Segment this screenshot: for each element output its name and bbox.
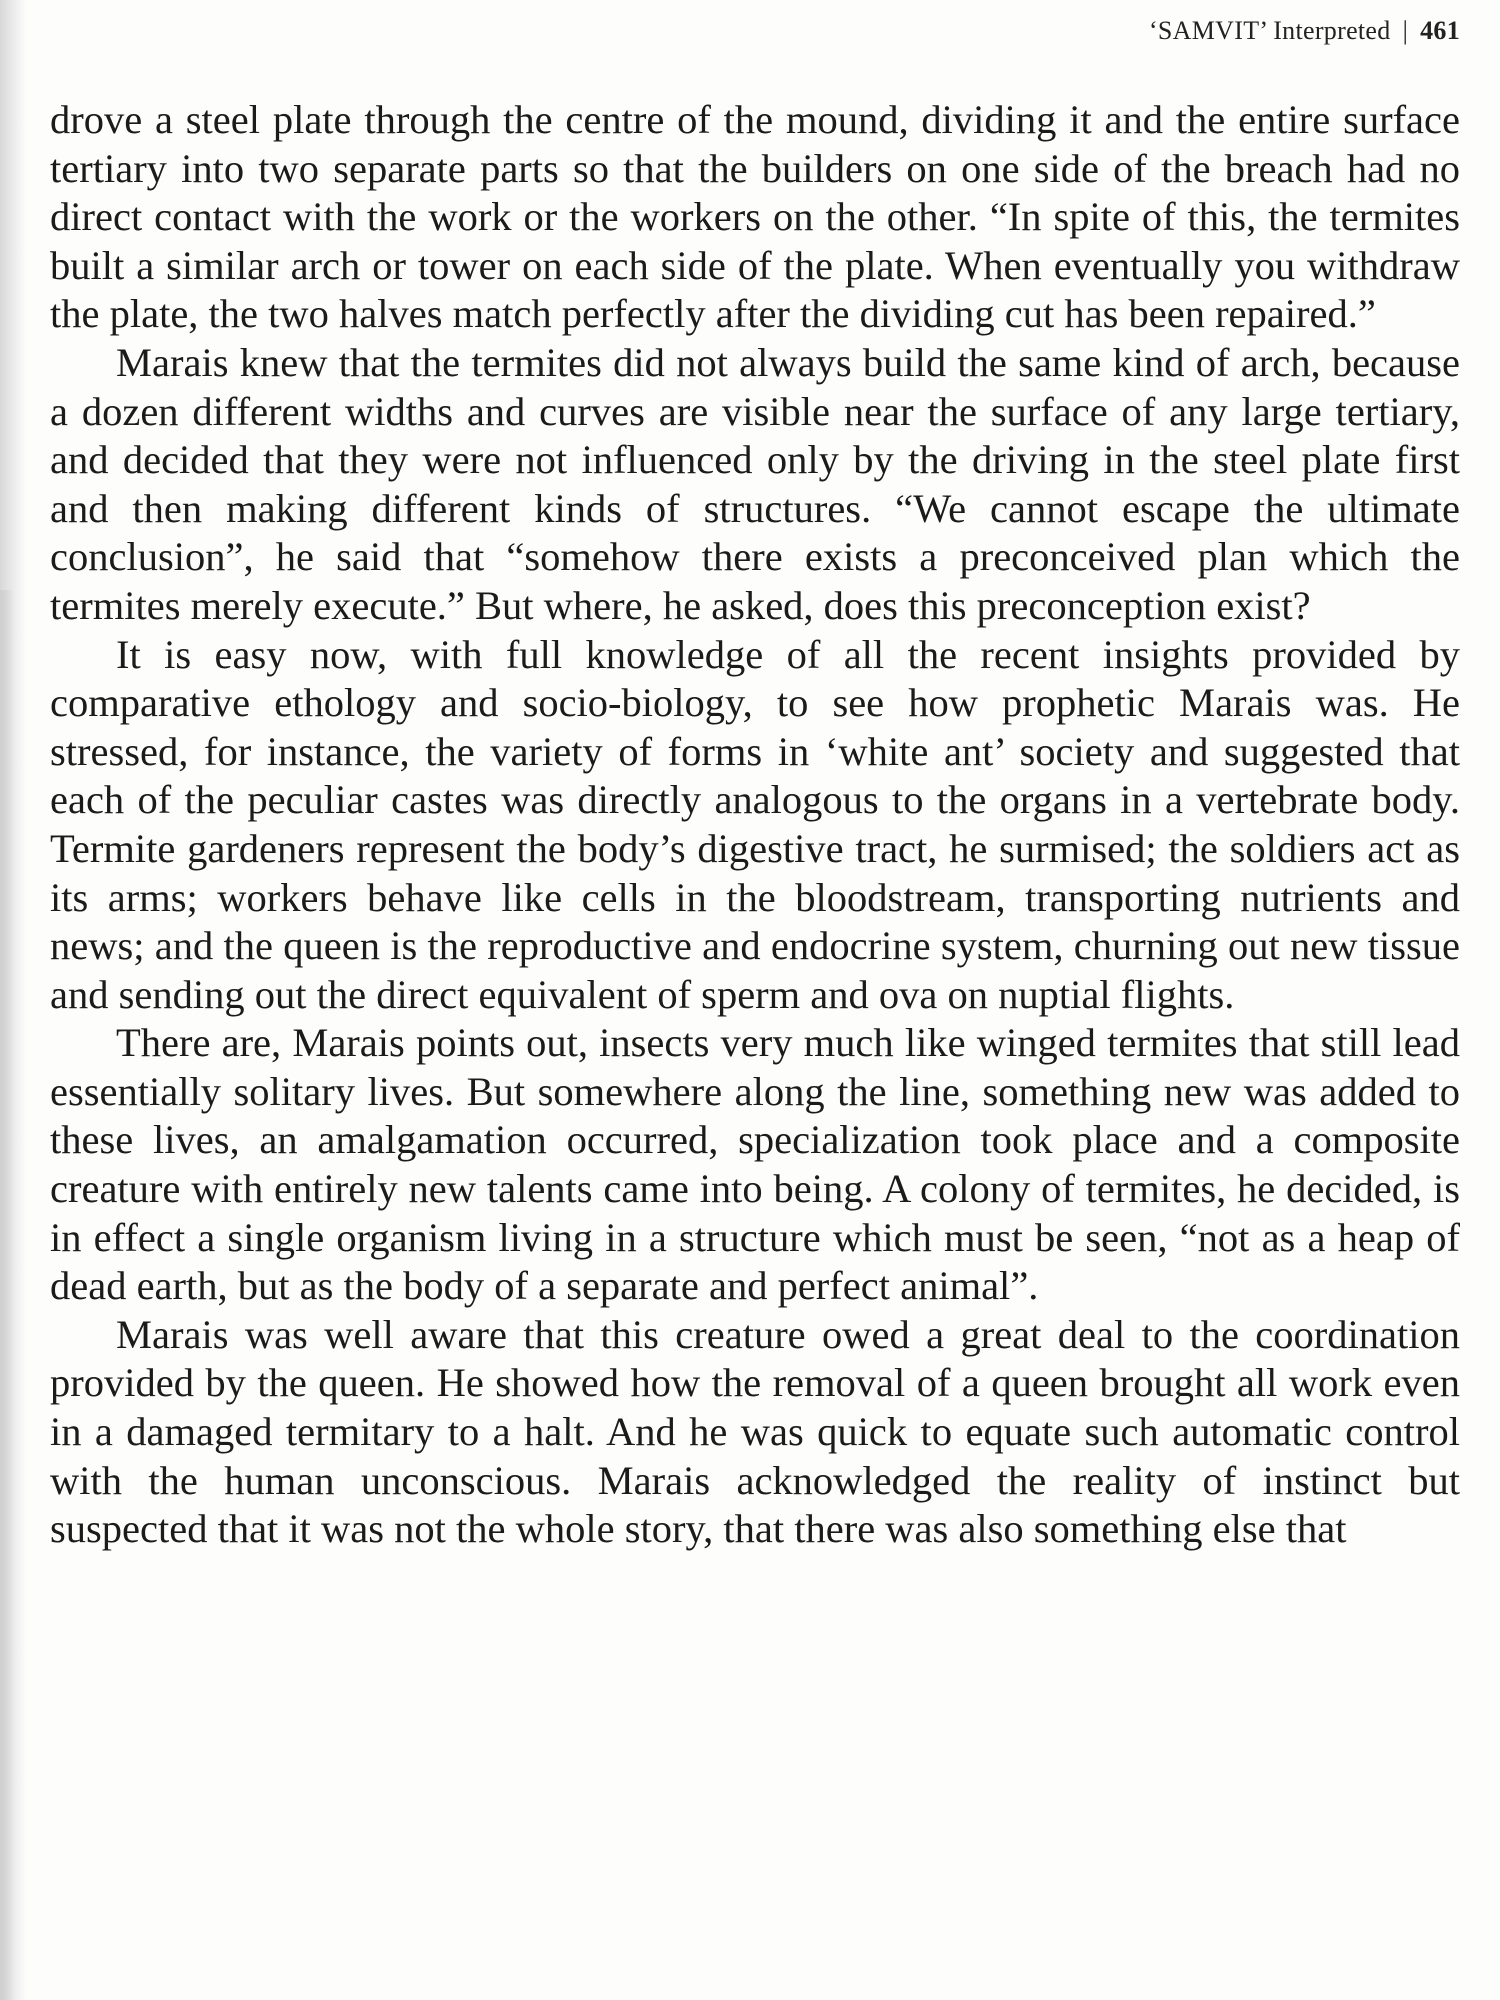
binding-shadow-lower <box>0 590 14 2000</box>
paragraph-continued: drove a steel plate through the centre of the mound, dividing it and the entire surface tertiary into two separate parts so that the builders on one side of the breach had no direct contact with the work or the workers on the other. “In spite of this, the termites built a similar arch or tower on each side of the plate. When eventually you withdraw the plate, the two halves match perfectly after the dividing cut has been repaired.” <box>50 97 1460 337</box>
running-head-separator: | <box>1402 16 1409 45</box>
paragraph: It is easy now, with full knowledge of all the recent insights provided by comparative ethology and socio-biology, to see how prophetic Marais was. He stressed, for instance, the variety of forms in ‘white ant’ society and suggested that each of the peculiar castes was directly analogous to the organs in a vertebrate body. Termite gardeners represent the body’s digestive tract, he surmised; the soldiers act as its arms; workers behave like cells in the bloodstream, transporting nutrients and news; and the queen is the reproductive and endocrine system, churning out new tissue and sending out the direct equivalent of sperm and ova on nuptial flights. <box>50 631 1460 1017</box>
running-head-title: ‘SAMVIT’ Interpreted <box>1148 16 1391 45</box>
page-number: 461 <box>1420 16 1460 45</box>
paragraph: Marais was well aware that this creature owed a great deal to the coordination provided by the queen. He showed how the removal of a queen brought all work even in a damaged termitary to a halt. And he was quick to equate such automatic control with the human unconscious. Marais acknowledged the reality of instinct but suspected that it was not the whole story, that there was also something else that <box>50 1311 1460 1552</box>
paragraph: There are, Marais points out, insects very much like winged termites that still lead essentially solitary lives. But somewhere along the line, something new was added to these lives, an amalgamation occurred, specialization took place and a composite creature with entirely new talents came into being. A colony of termites, he decided, is in effect a single organism living in a structure which must be seen, “not as a heap of dead earth, but as the body of a separate and perfect animal”. <box>50 1020 1460 1309</box>
body-text <box>50 96 1460 1554</box>
running-head <box>1149 16 1460 46</box>
paragraph: Marais knew that the termites did not always build the same kind of arch, because a dozen different widths and curves are visible near the surface of any large tertiary, and decided that they were not influenced only by the driving in the steel plate first and then making different kinds of structures. “We cannot escape the ultimate conclusion”, he said that “somehow there exists a preconceived plan which the termites merely execute.” But where, he asked, does this preconception exist? <box>50 339 1460 628</box>
